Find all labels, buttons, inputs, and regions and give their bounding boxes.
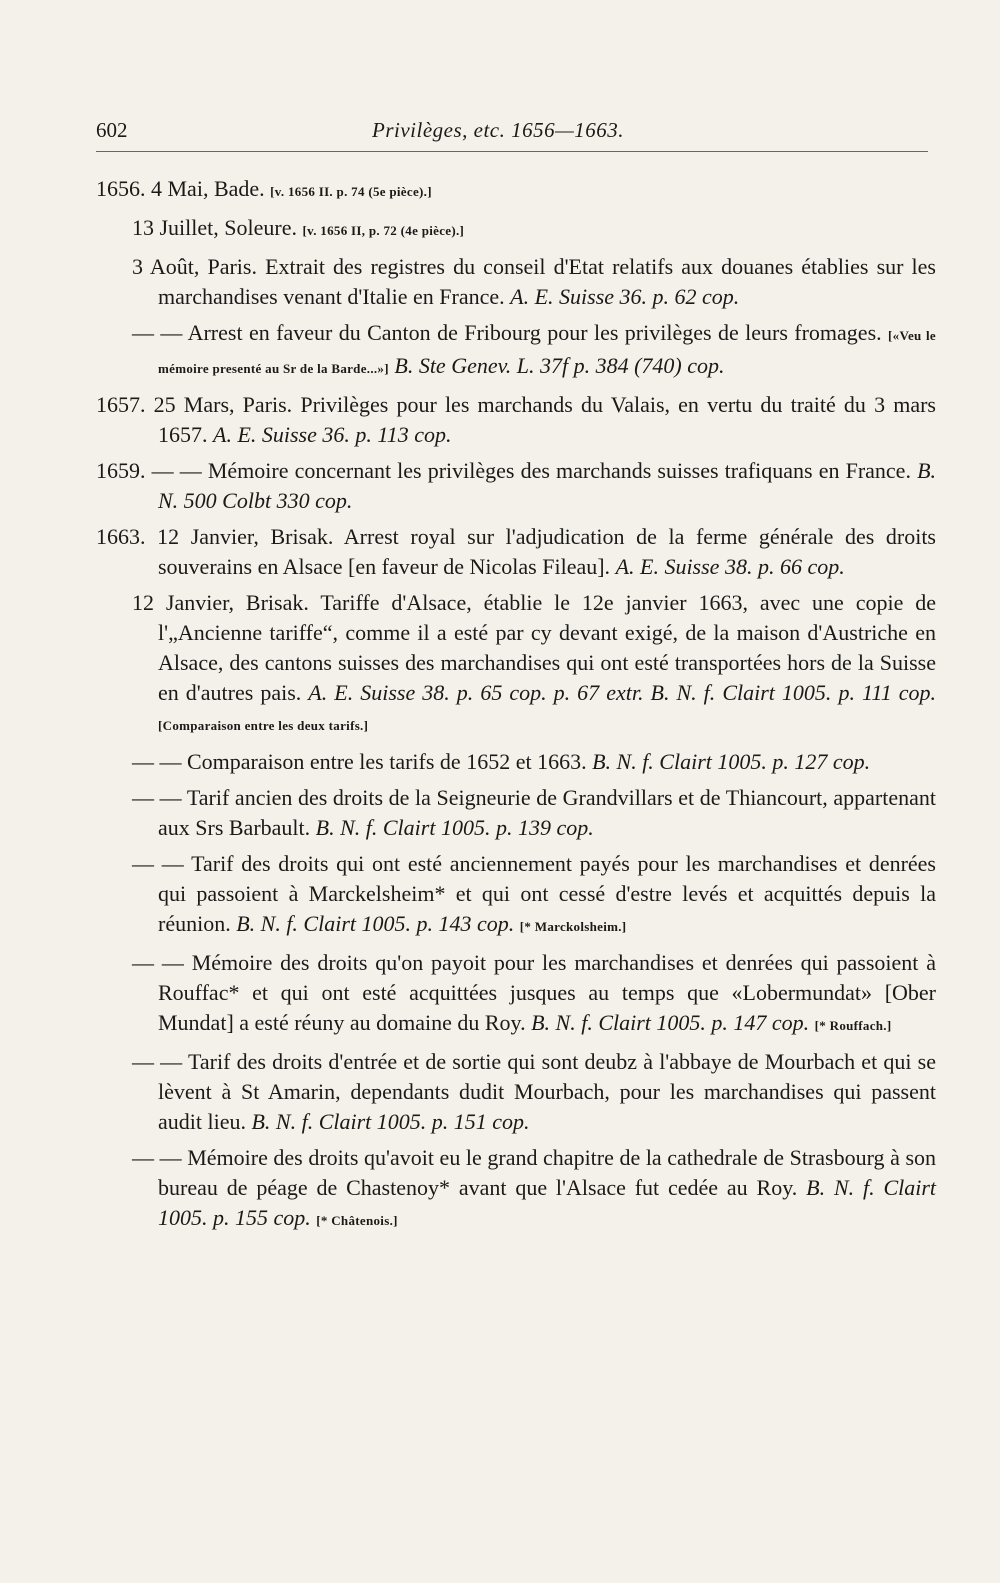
entry: — — Arrest en faveur du Canton de Fribourg pour les privilèges de leurs fromages. [«Veu le mémoire presenté au Sr de la Barde...»] B. Ste Genev. L. 37f p. 384 (740) cop. [132, 320, 937, 378]
page-number: 602 [96, 118, 128, 142]
entry: — — Tarif ancien des droits de la Seigneurie de Grandvillars et de Thiancourt, appartenant aux Srs Barbault. B. N. f. Clairt 1005. p. 139 cop. [132, 785, 937, 840]
entry: 1656. 4 Mai, Bade. [v. 1656 II. p. 74 (5e pièce).] [96, 176, 432, 201]
entry: 1663. 12 Janvier, Brisak. Arrest royal sur l'adjudication de la ferme générale des droits souverains en Alsace [en faveur de Nicolas Fileau]. A. E. Suisse 38. p. 66 cop. [96, 524, 936, 579]
entry: 1659. — — Mémoire concernant les privilèges des marchands suisses trafiquans en France. B. N. 500 Colbt 330 cop. [96, 458, 937, 513]
entries-list [96, 174, 936, 1242]
page-header [96, 112, 928, 148]
entry: 1657. 25 Mars, Paris. Privilèges pour les marchands du Valais, en vertu du traité du 3 mars 1657. A. E. Suisse 36. p. 113 cop. [96, 392, 936, 447]
entry: — — Comparaison entre les tarifs de 1652 et 1663. B. N. f. Clairt 1005. p. 127 cop. [132, 749, 871, 774]
header-rule [96, 151, 928, 152]
entry: 13 Juillet, Soleure. [v. 1656 II, p. 72 (4e pièce).] [132, 215, 465, 240]
running-title: Privilèges, etc. 1656—1663. [372, 118, 625, 142]
entry: 3 Août, Paris. Extrait des registres du conseil d'Etat relatifs aux douanes établies sur les marchandises venant d'Italie en France. A. E. Suisse 36. p. 62 cop. [132, 254, 936, 309]
entry: — — Mémoire des droits qu'avoit eu le grand chapitre de la cathedrale de Strasbourg à son bureau de péage de Chastenoy* avant que l'Alsace fut cedée au Roy. B. N. f. Clairt 1005. p. 155 cop. [* Châtenois.] [132, 1145, 937, 1230]
entry: 12 Janvier, Brisak. Tariffe d'Alsace, établie le 12e janvier 1663, avec une copie de l'„Ancienne tariffe“, comme il a esté par cy devant exigé, de la maison d'Austriche en Alsace, des cantons suisses des marchandises qui ont esté transportées hors de la Suisse en d'autres pais. A. E. Suisse 38. p. 65 cop. p. 67 extr. B. N. f. Clairt 1005. p. 111 cop. [Comparaison entre les deux tarifs.] [132, 590, 937, 733]
entry: — — Tarif des droits d'entrée et de sortie qui sont deubz à l'abbaye de Mourbach et qui se lèvent à St Amarin, dependants dudit Mourbach, pour les marchandises qui passent audit lieu. B. N. f. Clairt 1005. p. 151 cop. [132, 1049, 936, 1134]
entry: — — Tarif des droits qui ont esté anciennement payés pour les marchandises et denrées qui passoient à Marckelsheim* et qui ont cessé d'estre levés et acquittés depuis la réunion. B. N. f. Clairt 1005. p. 143 cop. [* Marckolsheim.] [132, 851, 936, 936]
entry: — — Mémoire des droits qu'on payoit pour les marchandises et denrées qui passoient à Rouffac* et qui ont esté acquittées jusques au temps que «Lobermundat» [Ober Mundat] a esté réuny au domaine du Roy. B. N. f. Clairt 1005. p. 147 cop. [* Rouffach.] [132, 950, 937, 1035]
